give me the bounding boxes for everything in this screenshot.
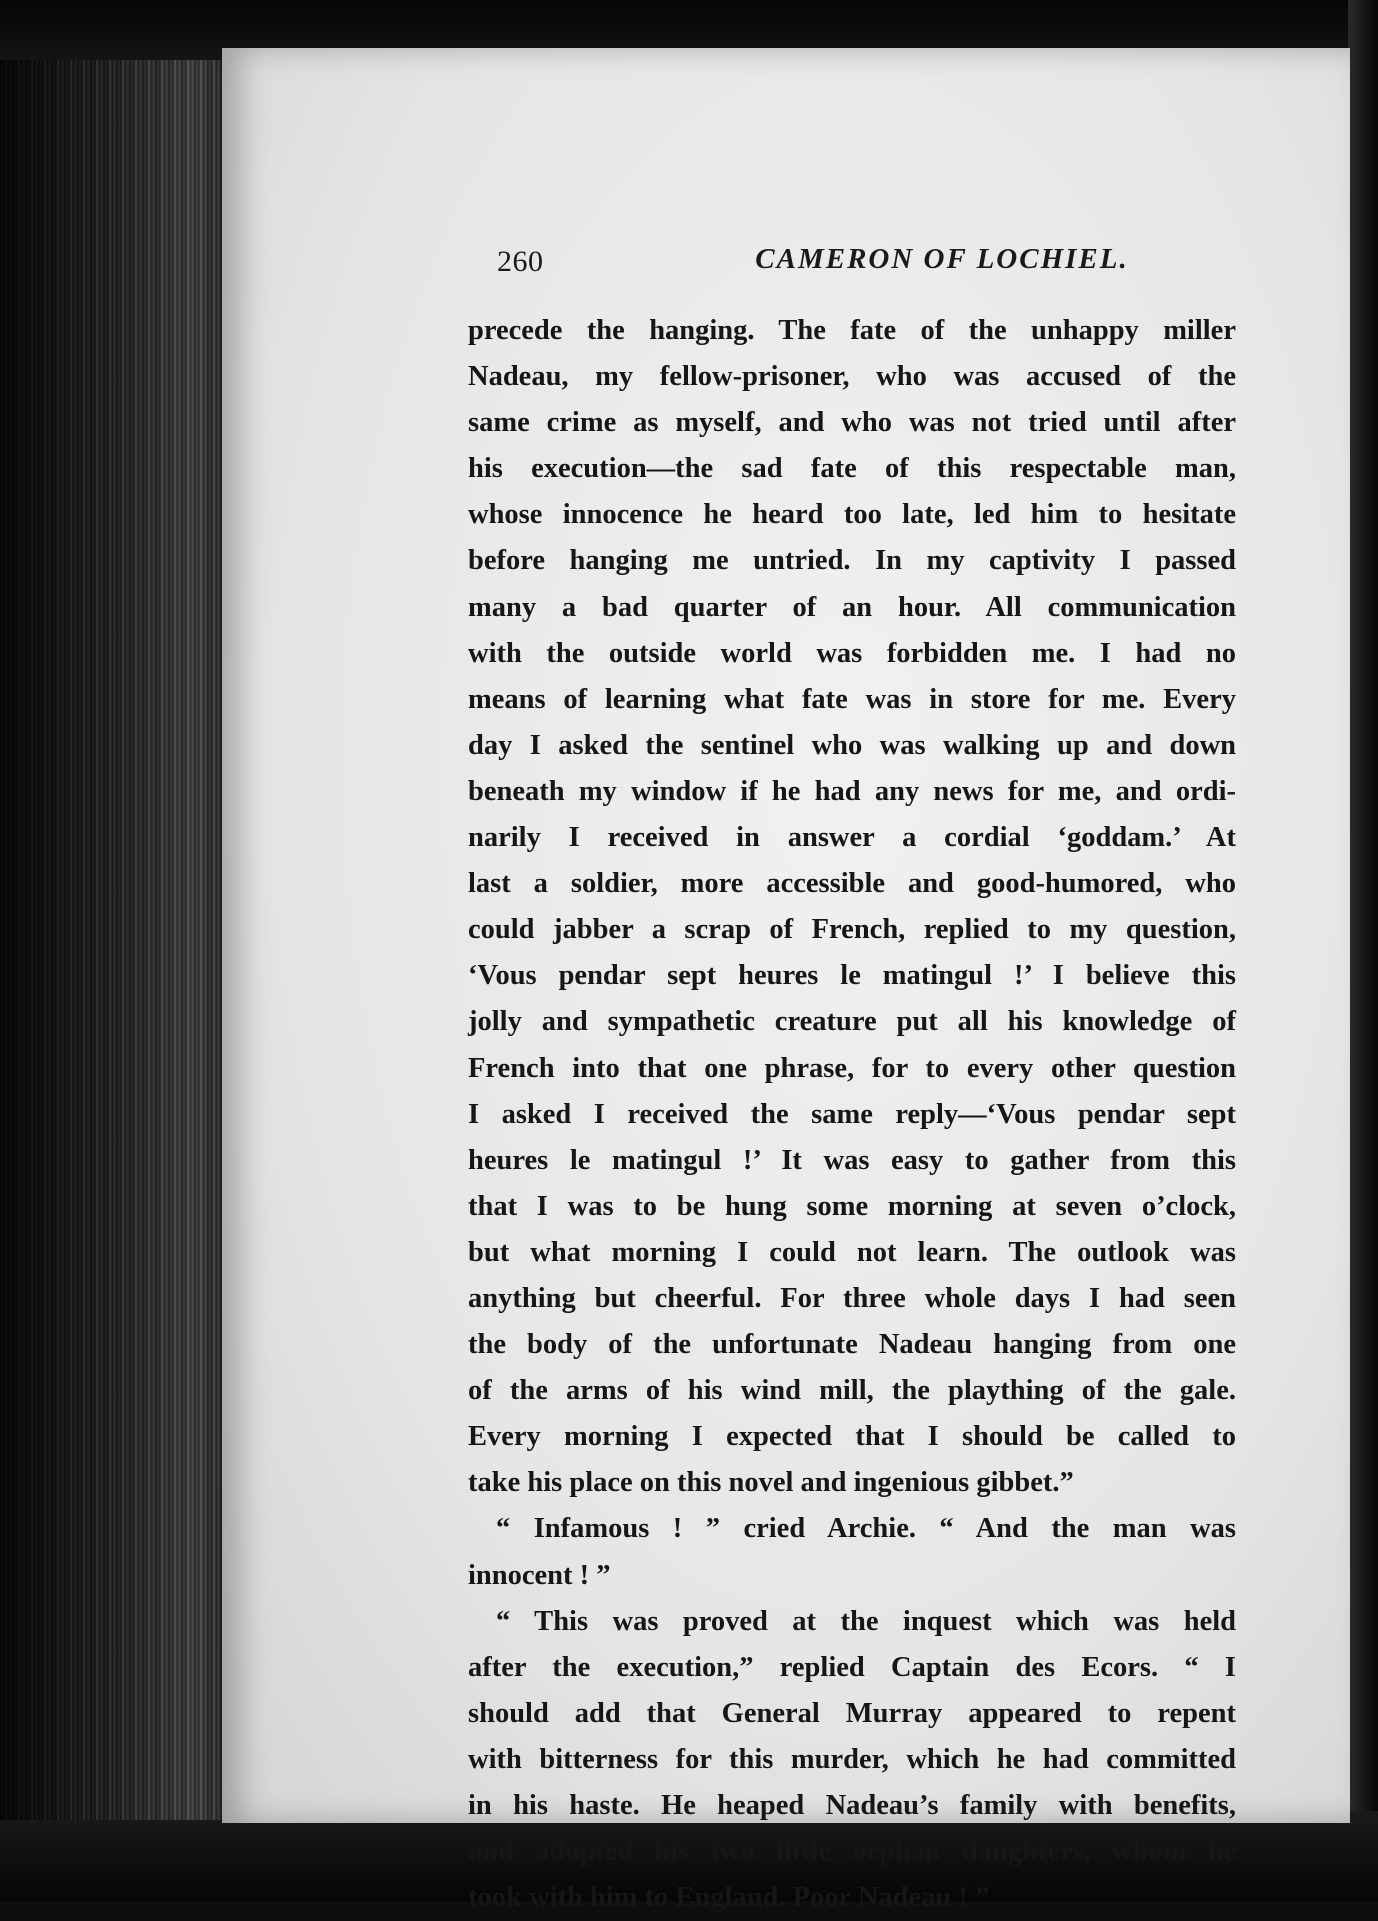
book-page <box>222 48 1350 1914</box>
text-line: same crime as myself, and who was not tried until after <box>468 407 1236 439</box>
text-line: with bitterness for this murder, which he had committed <box>468 1743 1236 1775</box>
text-line: heures le matingul !’ It was easy to gather from this <box>468 1144 1236 1176</box>
text-line: after the execution,” replied Captain des Ecors. “ I <box>468 1651 1236 1683</box>
text-line: his execution—the sad fate of this respectable man, <box>468 453 1236 485</box>
text-line: before hanging me untried. In my captivity I passed <box>468 545 1236 577</box>
text-line: jolly and sympathetic creature put all his knowledge of <box>468 1006 1236 1038</box>
text-line: French into that one phrase, for to every other question <box>468 1052 1236 1084</box>
running-head: CAMERON OF LOCHIEL. <box>755 243 1129 275</box>
text-line: but what morning I could not learn. The outlook was <box>468 1236 1236 1268</box>
text-line: “ Infamous ! ” cried Archie. “ And the man was <box>496 1513 1236 1545</box>
text-line: and adopted his two little orphan daughters, whom he <box>468 1836 1236 1868</box>
text-line: take his place on this novel and ingenious gibbet.” <box>468 1467 1074 1499</box>
text-line: could jabber a scrap of French, replied to my question, <box>468 914 1236 946</box>
text-line: whose innocence he heard too late, led him to hesitate <box>468 499 1236 531</box>
text-line: beneath my window if he had any news for me, and ordi- <box>468 775 1236 807</box>
body-text <box>468 308 1236 1921</box>
text-line: day I asked the sentinel who was walking up and down <box>468 729 1236 761</box>
text-line: with the outside world was forbidden me. I had no <box>468 637 1236 669</box>
text-line: precede the hanging. The fate of the unhappy miller <box>468 315 1236 346</box>
text-line: Nadeau, my fellow-prisoner, who was accused of the <box>468 361 1236 393</box>
text-line: took with him to England. Poor Nadeau ! ” <box>468 1882 990 1914</box>
text-line: anything but cheerful. For three whole days I had seen <box>468 1282 1236 1314</box>
text-line: the body of the unfortunate Nadeau hanging from one <box>468 1329 1236 1361</box>
text-line: ‘Vous pendar sept heures le matingul !’ I believe this <box>468 960 1236 992</box>
text-line: Every morning I expected that I should be called to <box>468 1421 1236 1453</box>
page-number: 260 <box>497 245 544 278</box>
scan-border-right <box>1348 0 1378 1901</box>
text-line: innocent ! ” <box>468 1559 611 1591</box>
text-line: I asked I received the same reply—‘Vous pendar sept <box>468 1098 1236 1130</box>
text-line: that I was to be hung some morning at seven o’clock, <box>468 1190 1236 1222</box>
text-line: many a bad quarter of an hour. All communication <box>468 591 1236 623</box>
text-line: narily I received in answer a cordial ‘goddam.’ At <box>468 822 1236 854</box>
book-page-edges <box>0 60 230 1820</box>
text-line: of the arms of his wind mill, the plaything of the gale. <box>468 1375 1236 1407</box>
text-line: should add that General Murray appeared to repent <box>468 1697 1236 1729</box>
text-line: “ This was proved at the inquest which was held <box>496 1605 1236 1637</box>
text-line: in his haste. He heaped Nadeau’s family with benefits, <box>468 1790 1236 1821</box>
text-line: last a soldier, more accessible and good-humored, who <box>468 868 1236 900</box>
text-line: means of learning what fate was in store for me. Every <box>468 683 1236 715</box>
